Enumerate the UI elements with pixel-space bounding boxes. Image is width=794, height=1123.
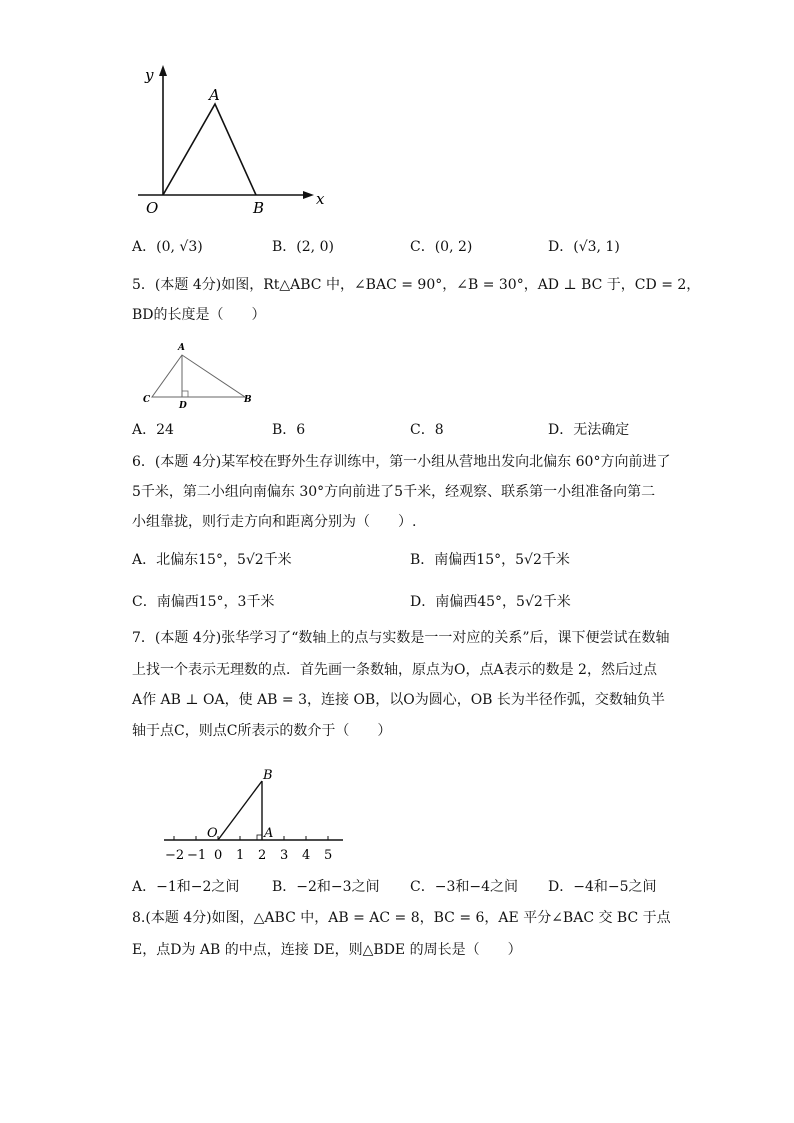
q8-text-line1: 8.(本题 4分)如图，△ABC 中，AB = AC = 8，BC = 6，AE 平分∠BAC 交 BC 于点 (132, 910, 671, 926)
q6-option-c[interactable]: C．南偏西15°，3千米 (132, 594, 275, 610)
q8-text-line2: E，点D为 AB 的中点，连接 DE，则△BDE 的周长是（ ） (132, 942, 522, 958)
tick-labels (165, 848, 332, 863)
q6-text-line2: 5千米，第二小组向南偏东 30°方向前进了5千米，经观察、联系第一小组准备向第二 (132, 484, 656, 500)
q7-text-line1: 7．(本题 4分)张华学习了“数轴上的点与实数是一一对应的关系”后，课下便尝试在数轴 (132, 630, 670, 646)
q7-option-d[interactable]: D．−4和−5之间 (548, 879, 657, 895)
q7-text-line4: 轴于点C，则点C所表示的数介于（ ） (132, 723, 392, 739)
q4-option-b[interactable]: B．(2, 0) (272, 239, 334, 255)
label-d: D (179, 401, 187, 411)
label-a: A (264, 826, 274, 841)
q4-option-a[interactable]: A．(0, √3) (132, 239, 203, 255)
y-axis-arrow (159, 65, 167, 76)
tick-label: 5 (324, 848, 333, 863)
q6-option-b[interactable]: B．南偏西15°，5√2千米 (410, 552, 570, 568)
label-b: B (263, 768, 273, 783)
x-axis-arrow (303, 191, 314, 199)
tick-label: 4 (302, 848, 311, 863)
x-label: x (316, 190, 325, 208)
triangle-abc (152, 355, 245, 397)
q4-option-c[interactable]: C．(0, 2) (410, 239, 473, 255)
q5-text-line2: BD的长度是（ ） (132, 307, 266, 323)
q5-option-d[interactable]: D．无法确定 (548, 422, 630, 438)
q6-option-a[interactable]: A．北偏东15°，5√2千米 (132, 552, 292, 568)
q7-figure (160, 764, 350, 869)
q7-option-c[interactable]: C．−3和−4之间 (410, 879, 518, 895)
tick-label: 2 (258, 848, 267, 863)
q4-figure (130, 62, 340, 222)
q7-option-b[interactable]: B．−2和−3之间 (272, 879, 380, 895)
q7-option-a[interactable]: A．−1和−2之间 (132, 879, 240, 895)
segment-ob (218, 781, 262, 840)
right-angle-mark (257, 835, 262, 840)
label-a: A (209, 86, 220, 104)
q5-figure (140, 340, 270, 412)
y-label: y (145, 66, 154, 84)
q5-text-line1: 5．(本题 4分)如图，Rt△ABC 中，∠BAC = 90°，∠B = 30°，AD ⊥ BC 于，CD = 2， (132, 277, 701, 293)
label-b: B (253, 199, 265, 217)
triangle-oab (163, 104, 256, 195)
tick-label: −2 (165, 848, 185, 863)
label-c: C (143, 395, 151, 405)
q4-option-d[interactable]: D．(√3, 1) (548, 239, 620, 255)
q6-text-line3: 小组靠拢，则行走方向和距离分别为（ ）. (132, 514, 417, 530)
label-o: O (146, 199, 159, 217)
tick-label: 0 (214, 848, 223, 863)
tick-label: 3 (280, 848, 289, 863)
q5-option-c[interactable]: C．8 (410, 422, 444, 438)
label-a: A (178, 343, 185, 353)
right-angle-mark (182, 391, 188, 397)
q7-text-line2: 上找一个表示无理数的点．首先画一条数轴，原点为O，点A表示的数是 2，然后过点 (132, 662, 657, 678)
q5-option-a[interactable]: A．24 (132, 422, 174, 438)
label-b: B (244, 395, 252, 405)
q6-option-d[interactable]: D．南偏西45°，5√2千米 (410, 594, 571, 610)
tick-label: 1 (236, 848, 245, 863)
q6-text-line1: 6．(本题 4分)某军校在野外生存训练中，第一小组从营地出发向北偏东 60°方向前进了 (132, 454, 671, 470)
label-o: O (207, 826, 218, 841)
tick-label: −1 (187, 848, 207, 863)
q7-text-line3: A作 AB ⊥ OA，使 AB = 3，连接 OB，以O为圆心，OB 长为半径作弧，交数轴负半 (132, 692, 665, 708)
q5-option-b[interactable]: B．6 (272, 422, 306, 438)
